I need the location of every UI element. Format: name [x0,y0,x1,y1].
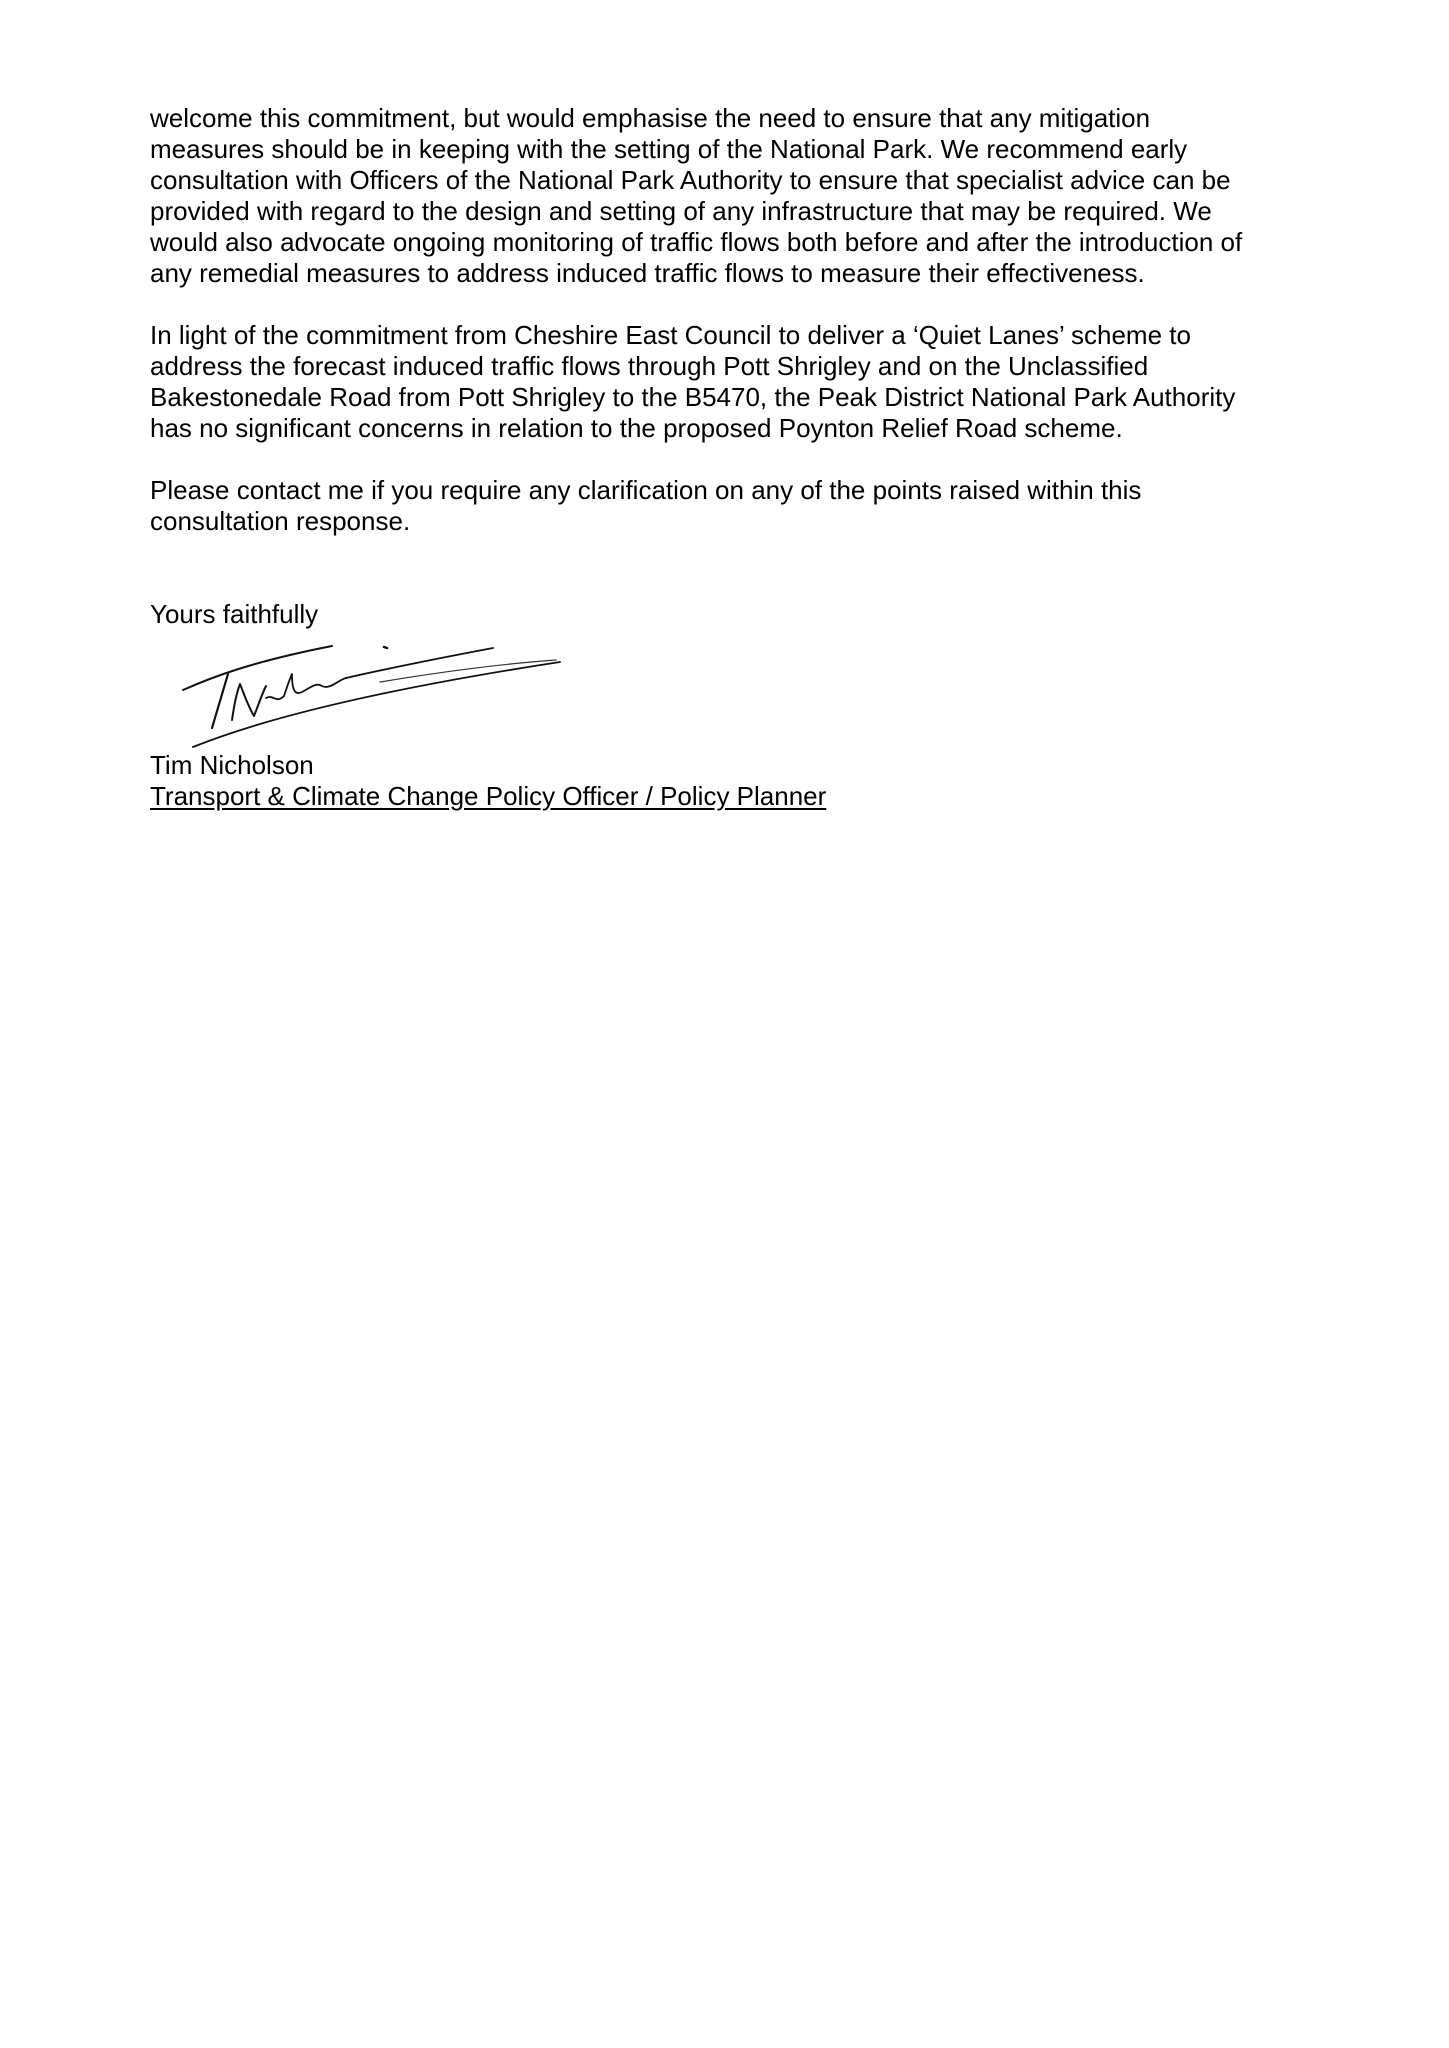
text-line: Please contact me if you require any clarification on any of the points raised within this [150,475,1142,505]
text-line: consultation response. [150,506,411,536]
closing-salutation: Yours faithfully [150,599,319,629]
text-line: consultation with Officers of the National Park Authority to ensure that specialist advice can be [150,165,1231,195]
text-line: In light of the commitment from Cheshire East Council to deliver a ‘Quiet Lanes’ scheme to [150,320,1191,350]
handwritten-signature-icon [150,632,590,752]
text-line: provided with regard to the design and setting of any infrastructure that may be required. We [150,196,1212,226]
letter-page [150,103,1350,812]
closing-block [150,599,1350,812]
text-line: any remedial measures to address induced traffic flows to measure their effectiveness. [150,258,1145,288]
text-line: address the forecast induced traffic flows through Pott Shrigley and on the Unclassified [150,351,1149,381]
paragraph-mitigation [150,103,1350,289]
signatory-name: Tim Nicholson [150,750,314,780]
paragraph-contact [150,475,1350,537]
signatory-title: Transport & Climate Change Policy Officer / Policy Planner [150,781,827,811]
text-line: Bakestonedale Road from Pott Shrigley to the B5470, the Peak District National Park Authority [150,382,1236,412]
text-line: measures should be in keeping with the setting of the National Park. We recommend early [150,134,1188,164]
text-line: would also advocate ongoing monitoring of traffic flows both before and after the introduction of [150,227,1243,257]
text-line: has no significant concerns in relation to the proposed Poynton Relief Road scheme. [150,413,1123,443]
text-line: welcome this commitment, but would emphasise the need to ensure that any mitigation [150,103,1151,133]
paragraph-quiet-lanes [150,320,1350,444]
